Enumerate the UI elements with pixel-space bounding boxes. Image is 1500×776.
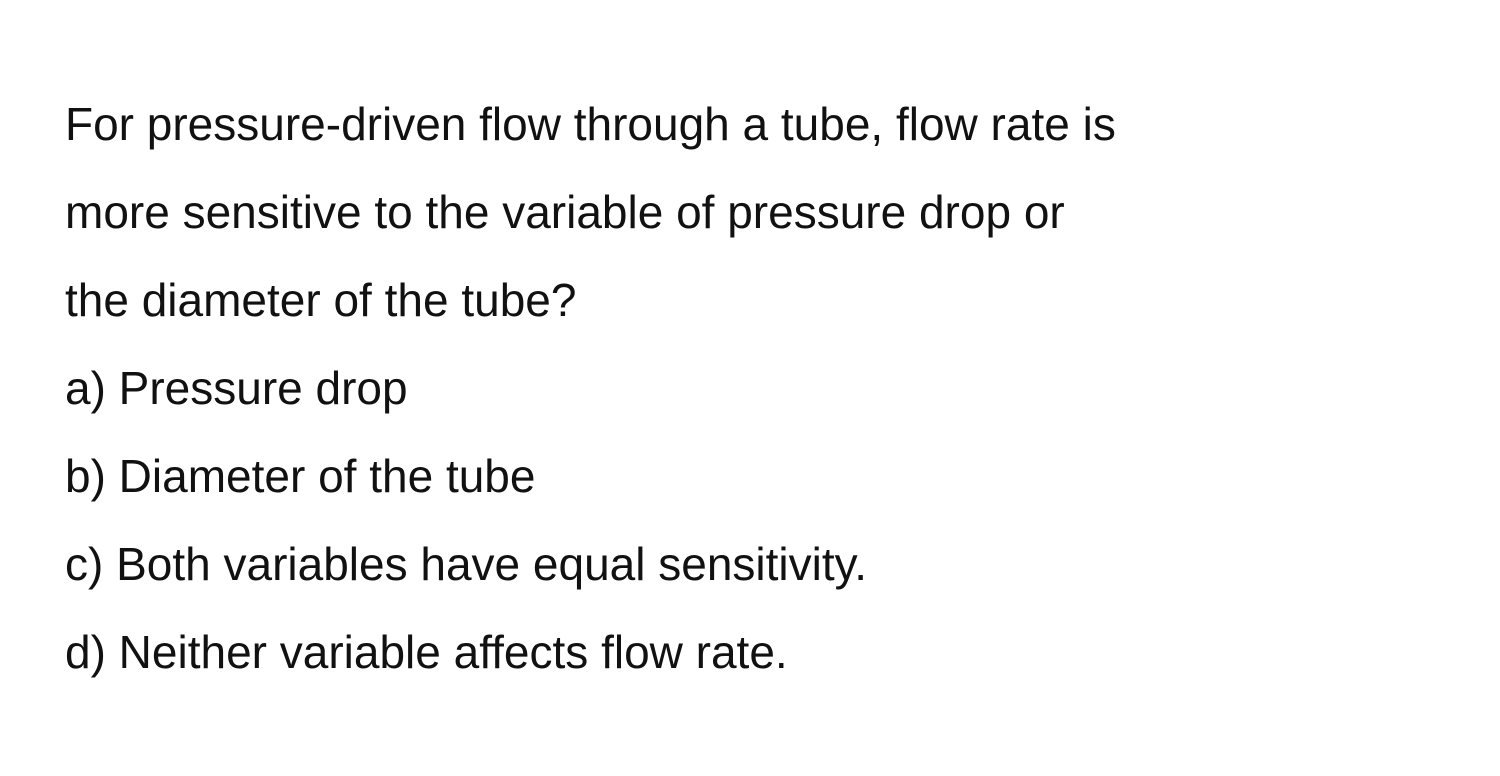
question-line: the diameter of the tube? <box>65 274 577 326</box>
question-text <box>65 80 1465 344</box>
question-document <box>65 80 1465 696</box>
question-line: more sensitive to the variable of pressure drop or <box>65 186 1065 238</box>
option-b: b) Diameter of the tube <box>65 450 536 502</box>
option-d: d) Neither variable affects flow rate. <box>65 626 788 678</box>
option-c: c) Both variables have equal sensitivity. <box>65 538 867 590</box>
question-line: For pressure-driven flow through a tube, flow rate is <box>65 98 1116 150</box>
option-a: a) Pressure drop <box>65 362 408 414</box>
answer-options <box>65 344 1465 696</box>
